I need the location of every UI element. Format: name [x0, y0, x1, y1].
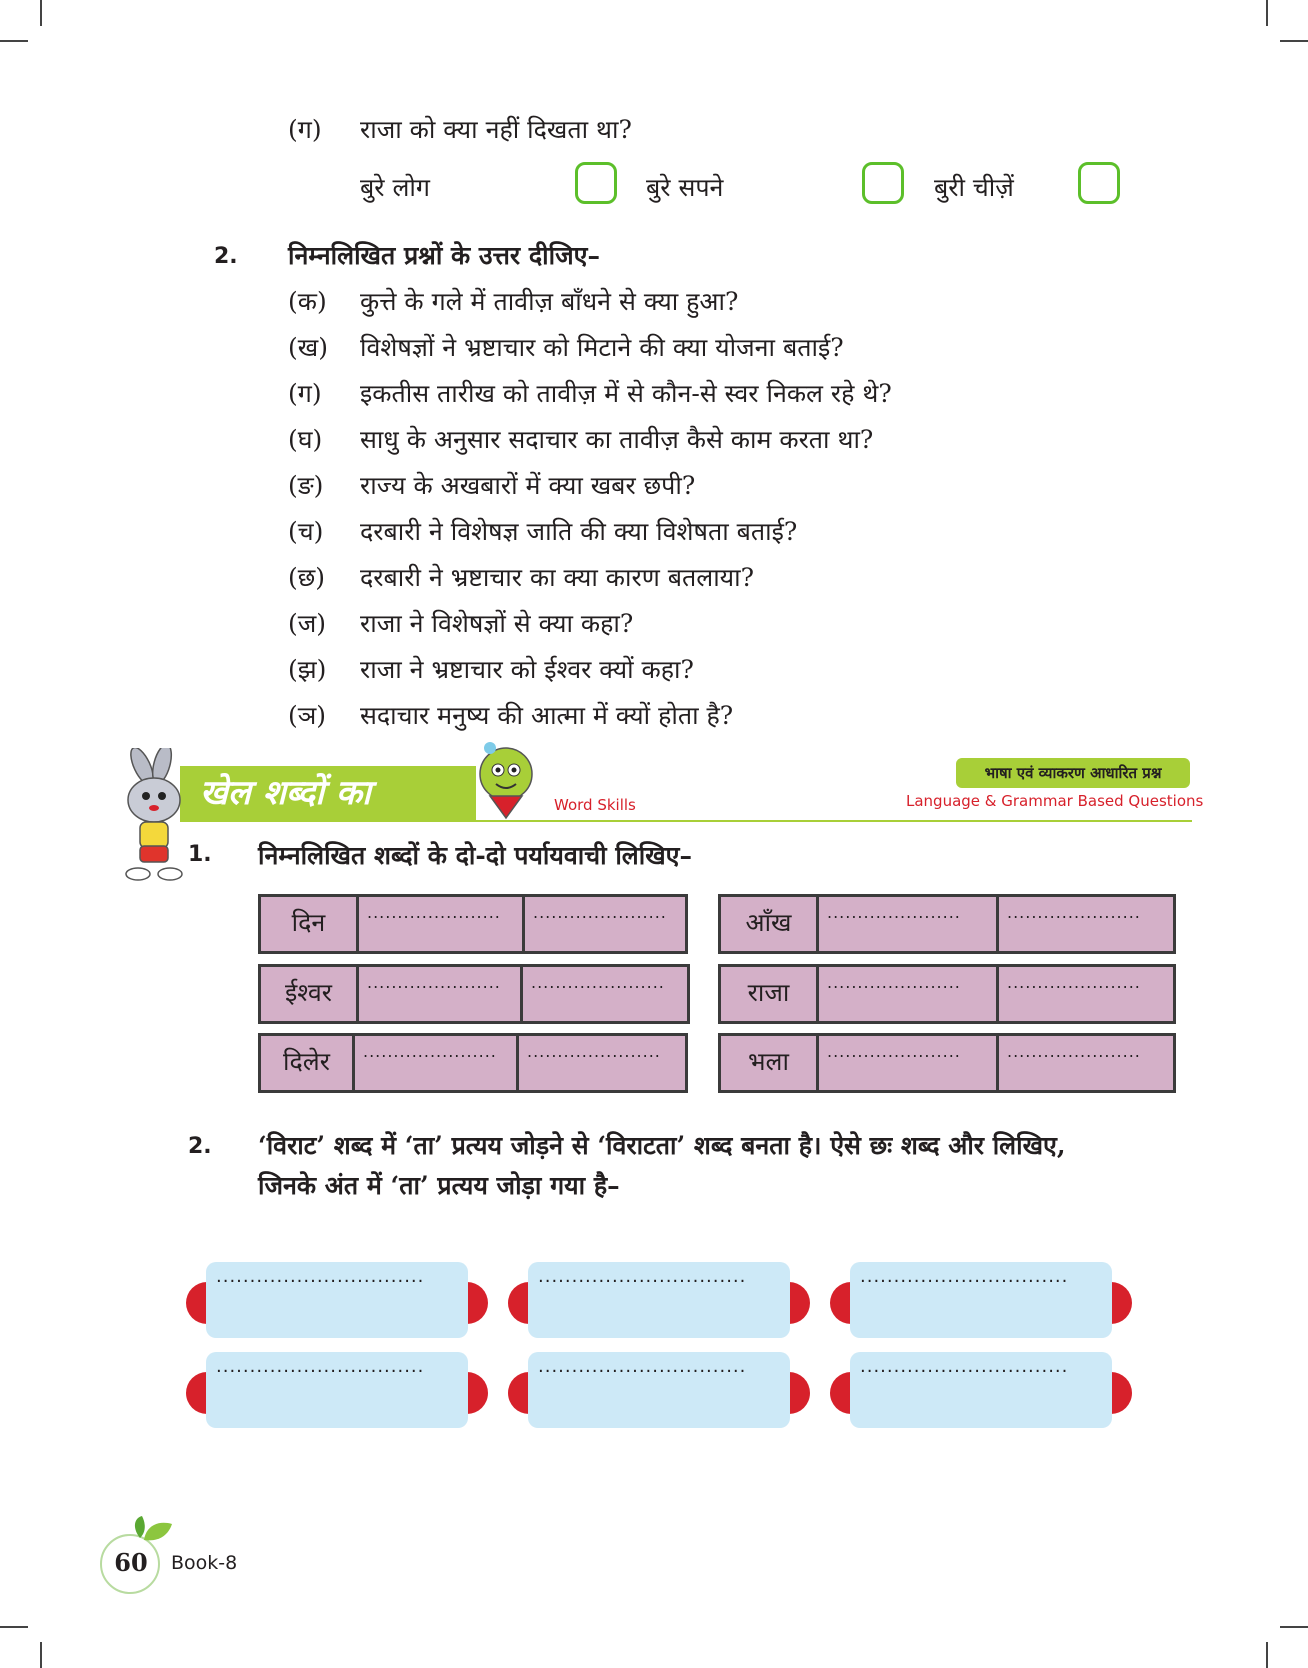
banner-underline — [180, 820, 1192, 822]
answer-blank[interactable]: ............................... — [538, 1356, 747, 1377]
answer-blank[interactable]: ............................... — [216, 1356, 425, 1377]
pill-cap-left — [508, 1282, 530, 1324]
q2-item-label: (च) — [288, 517, 324, 546]
banner-subtitle: Word Skills — [554, 796, 636, 814]
answer-blank[interactable]: ............................... — [216, 1266, 425, 1287]
pill-cap-left — [186, 1282, 208, 1324]
q2-item-label: (ज) — [288, 609, 327, 638]
mcq-question-text: राजा को क्या नहीं दिखता था? — [360, 115, 632, 144]
mascot-bunny-icon — [104, 748, 200, 888]
answer-pill[interactable] — [850, 1262, 1112, 1338]
syn-blank[interactable]: ...................... — [819, 1036, 999, 1090]
syn-row-left-1 — [258, 894, 688, 954]
mcq-checkbox-3[interactable] — [1078, 162, 1120, 204]
answer-blank[interactable]: ............................... — [538, 1266, 747, 1287]
q2-item-text: राजा ने विशेषज्ञों से क्या कहा? — [360, 609, 634, 638]
q2-item — [288, 422, 873, 456]
q2-item — [288, 698, 733, 732]
syn-row-right-1 — [718, 894, 1176, 954]
tag-hindi: भाषा एवं व्याकरण आधारित प्रश्न — [956, 758, 1190, 788]
mcq-option-2: बुरे सपने — [646, 173, 724, 202]
q2-item-label: (झ) — [288, 655, 327, 684]
pill-cap-right — [788, 1372, 810, 1414]
page-number: 60 — [114, 1548, 148, 1577]
syn-row-right-2 — [718, 964, 1176, 1024]
answer-pill[interactable] — [528, 1352, 790, 1428]
syn-blank[interactable]: ...................... — [531, 973, 665, 992]
q2-item-label: (ख) — [288, 333, 328, 362]
ws2-line1: ‘विराट’ शब्द में ‘ता’ प्रत्यय जोड़ने से ‘विराटता’ शब्द बनता है। ऐसे छः शब्द और लिखिए, — [258, 1131, 1066, 1160]
syn-blank[interactable]: ...................... — [819, 897, 999, 951]
q2-item — [288, 560, 754, 594]
syn-blank[interactable]: ...................... — [359, 897, 525, 951]
q2-item-label: (क) — [288, 287, 327, 316]
q2-item-text: इकतीस तारीख को तावीज़ में से कौन-से स्वर निकल रहे थे? — [360, 379, 892, 408]
mascot-pencil-icon — [472, 740, 542, 822]
pill-cap-right — [788, 1282, 810, 1324]
syn-blank[interactable]: ...................... — [1007, 973, 1141, 992]
q2-item — [288, 376, 892, 410]
syn-row-right-3 — [718, 1033, 1176, 1093]
syn-word: राजा — [721, 967, 819, 1021]
answer-pill[interactable] — [206, 1352, 468, 1428]
mcq-option-1: बुरे लोग — [360, 173, 430, 202]
syn-word: दिलेर — [261, 1036, 355, 1090]
q2-item-text: राजा ने भ्रष्टाचार को ईश्वर क्यों कहा? — [360, 655, 694, 684]
q2-item — [288, 606, 633, 640]
q2-item-text: साधु के अनुसार सदाचार का तावीज़ कैसे काम करता था? — [360, 425, 874, 454]
ws1-number: 1. — [188, 842, 212, 867]
q2-number: 2. — [214, 244, 238, 269]
ws1-heading: निम्नलिखित शब्दों के दो-दो पर्यायवाची लिखिए– — [258, 841, 692, 870]
pill-cap-right — [1110, 1282, 1132, 1324]
syn-word: दिन — [261, 897, 359, 951]
q2-heading: निम्नलिखित प्रश्नों के उत्तर दीजिए– — [288, 241, 600, 270]
banner-title: खेल शब्दों का — [200, 773, 371, 813]
syn-word: आँख — [721, 897, 819, 951]
syn-row-left-3 — [258, 1033, 688, 1093]
mcq-checkbox-1[interactable] — [575, 162, 617, 204]
syn-blank[interactable]: ...................... — [355, 1036, 519, 1090]
q2-item-label: (ङ) — [288, 471, 324, 500]
q2-item-text: दरबारी ने भ्रष्टाचार का क्या कारण बतलाया? — [360, 563, 755, 592]
ws2-number: 2. — [188, 1134, 212, 1159]
answer-blank[interactable]: ............................... — [860, 1356, 1069, 1377]
syn-blank[interactable]: ...................... — [533, 903, 667, 922]
mcq-checkbox-2[interactable] — [862, 162, 904, 204]
ws2-line2: जिनके अंत में ‘ता’ प्रत्यय जोड़ा गया है– — [258, 1171, 620, 1200]
pill-cap-left — [508, 1372, 530, 1414]
q2-item-label: (ञ) — [288, 701, 327, 730]
pill-cap-left — [830, 1372, 852, 1414]
q2-item-text: विशेषज्ञों ने भ्रष्टाचार को मिटाने की क्या योजना बताई? — [360, 333, 844, 362]
answer-blank[interactable]: ............................... — [860, 1266, 1069, 1287]
q2-item-label: (ग) — [288, 379, 322, 408]
syn-blank[interactable]: ...................... — [359, 967, 523, 1021]
q2-item-text: दरबारी ने विशेषज्ञ जाति की क्या विशेषता बताई? — [360, 517, 798, 546]
answer-pill[interactable] — [528, 1262, 790, 1338]
syn-blank[interactable]: ...................... — [527, 1042, 661, 1061]
pill-cap-right — [466, 1282, 488, 1324]
pill-cap-right — [1110, 1372, 1132, 1414]
q2-item — [288, 468, 695, 502]
tag-english: Language & Grammar Based Questions — [906, 792, 1204, 810]
q2-item-text: सदाचार मनुष्य की आत्मा में क्यों होता है? — [360, 701, 734, 730]
mcq-option-3: बुरी चीज़ें — [934, 173, 1014, 202]
syn-word: भला — [721, 1036, 819, 1090]
q2-item — [288, 514, 797, 548]
syn-blank[interactable]: ...................... — [819, 967, 999, 1021]
pill-cap-left — [830, 1282, 852, 1324]
q2-item — [288, 284, 738, 318]
answer-pill[interactable] — [850, 1352, 1112, 1428]
pill-cap-right — [466, 1372, 488, 1414]
q2-item — [288, 330, 844, 364]
syn-row-left-2 — [258, 964, 690, 1024]
book-label: Book-8 — [171, 1552, 238, 1574]
q2-item — [288, 652, 694, 686]
pill-cap-left — [186, 1372, 208, 1414]
mcq-question — [288, 112, 632, 146]
mcq-label: (ग) — [288, 115, 322, 144]
syn-blank[interactable]: ...................... — [1007, 903, 1141, 922]
syn-word: ईश्वर — [261, 967, 359, 1021]
answer-pill[interactable] — [206, 1262, 468, 1338]
q2-item-text: राज्य के अखबारों में क्या खबर छपी? — [360, 471, 696, 500]
q2-item-label: (छ) — [288, 563, 326, 592]
q2-item-label: (घ) — [288, 425, 323, 454]
q2-item-text: कुत्ते के गले में तावीज़ बाँधने से क्या हुआ? — [360, 287, 739, 316]
syn-blank[interactable]: ...................... — [1007, 1042, 1141, 1061]
